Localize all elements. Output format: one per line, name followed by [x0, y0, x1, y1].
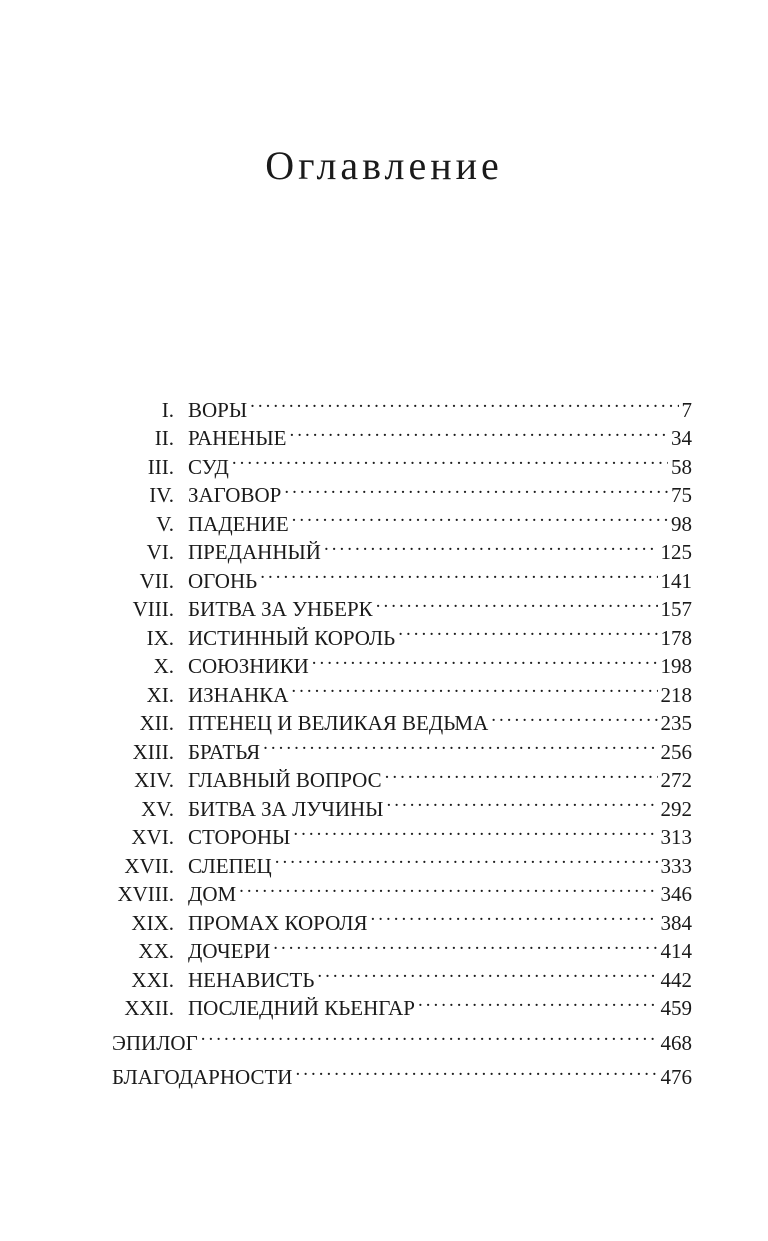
- dot-leader: [291, 673, 657, 702]
- page-number: 476: [660, 1065, 692, 1089]
- dot-leader: [292, 502, 668, 531]
- page-number: 292: [660, 796, 692, 821]
- page-number: 218: [660, 682, 692, 707]
- page-number: 346: [660, 882, 692, 906]
- chapter-title: СЛЕПЕЦ: [188, 853, 272, 878]
- dot-leader: [324, 531, 658, 560]
- chapter-number: XV.: [141, 796, 174, 821]
- dot-leader: [273, 930, 657, 959]
- page-number: 34: [671, 426, 692, 450]
- page-number: 125: [660, 540, 692, 564]
- dot-leader: [295, 1056, 657, 1085]
- dot-leader: [491, 702, 657, 731]
- chapter-title: ГЛАВНЫЙ ВОПРОС: [188, 768, 382, 792]
- chapter-title: БИТВА ЗА ЛУЧИНЫ: [188, 796, 384, 821]
- page-number: 157: [660, 597, 692, 621]
- toc-entry-unnumbered[interactable]: [112, 1021, 692, 1055]
- page-number: 414: [660, 939, 692, 963]
- dot-leader: [385, 759, 658, 788]
- section-title: ЭПИЛОГ: [112, 1030, 198, 1055]
- page-number: 178: [660, 625, 692, 650]
- chapter-title: ИЗНАНКА: [188, 682, 289, 707]
- section-title: БЛАГОДАРНОСТИ: [112, 1065, 293, 1089]
- chapter-title: ПРОМАХ КОРОЛЯ: [188, 910, 368, 935]
- chapter-number: VIII.: [132, 597, 174, 621]
- toc-entry[interactable]: [112, 388, 692, 422]
- dot-leader: [289, 417, 668, 446]
- chapter-title: ПОСЛЕДНИЙ КЬЕНГАР: [188, 996, 415, 1020]
- page-title: Оглавление: [265, 143, 503, 188]
- dot-leader: [263, 730, 657, 759]
- page-number: 333: [660, 853, 692, 878]
- chapter-title: НЕНАВИСТЬ: [188, 967, 315, 992]
- chapter-number: VI.: [146, 540, 174, 564]
- chapter-title: БИТВА ЗА УНБЕРК: [188, 597, 373, 621]
- chapter-title: ПТЕНЕЦ И ВЕЛИКАЯ ВЕДЬМА: [188, 711, 489, 735]
- chapter-number: X.: [153, 654, 174, 678]
- dot-leader: [284, 474, 668, 503]
- page-number: 235: [660, 711, 692, 735]
- dot-leader: [293, 816, 657, 845]
- chapter-title: СТОРОНЫ: [188, 825, 291, 849]
- chapter-number: I.: [161, 397, 174, 422]
- chapter-title: СОЮЗНИКИ: [188, 654, 309, 678]
- page-number: 7: [681, 397, 692, 422]
- page-number: 384: [660, 910, 692, 935]
- page-number: 75: [671, 483, 692, 507]
- chapter-title: ВОРЫ: [188, 397, 248, 422]
- dot-leader: [201, 1021, 658, 1050]
- chapter-number: XI.: [146, 682, 174, 707]
- chapter-number: XIX.: [131, 910, 174, 935]
- chapter-title: ИСТИННЫЙ КОРОЛЬ: [188, 625, 396, 650]
- dot-leader: [239, 873, 657, 902]
- dot-leader: [250, 388, 678, 417]
- chapter-number: XIV.: [134, 768, 174, 792]
- dot-leader: [275, 844, 658, 873]
- chapter-number: V.: [156, 511, 174, 536]
- chapter-title: ДОЧЕРИ: [188, 939, 271, 963]
- chapter-title: БРАТЬЯ: [188, 739, 261, 764]
- page-number: 256: [660, 739, 692, 764]
- table-of-contents: [112, 388, 692, 1089]
- chapter-number: VII.: [139, 568, 174, 593]
- dot-leader: [317, 958, 657, 987]
- page-number: 313: [660, 825, 692, 849]
- page-number: 459: [660, 996, 692, 1020]
- chapter-number: XX.: [138, 939, 174, 963]
- dot-leader: [376, 588, 658, 617]
- chapter-number: XVI.: [131, 825, 174, 849]
- chapter-title: ОГОНЬ: [188, 568, 258, 593]
- chapter-number: IX.: [146, 625, 174, 650]
- dot-leader: [398, 616, 657, 645]
- chapter-number: XIII.: [132, 739, 174, 764]
- chapter-title: ПРЕДАННЫЙ: [188, 540, 321, 564]
- chapter-title: РАНЕНЫЕ: [188, 426, 287, 450]
- chapter-title: СУД: [188, 454, 229, 479]
- chapter-number: XVII.: [124, 853, 174, 878]
- chapter-number: IV.: [149, 483, 174, 507]
- dot-leader: [418, 987, 658, 1016]
- chapter-number: XII.: [139, 711, 174, 735]
- page-number: 58: [671, 454, 692, 479]
- dot-leader: [312, 645, 658, 674]
- dot-leader: [260, 559, 657, 588]
- toc-entry-unnumbered[interactable]: [112, 1056, 692, 1089]
- chapter-number: XXII.: [124, 996, 174, 1020]
- page-number: 272: [660, 768, 692, 792]
- chapter-number: XXI.: [131, 967, 174, 992]
- page-number: 141: [660, 568, 692, 593]
- chapter-title: ДОМ: [188, 882, 237, 906]
- page-number: 98: [671, 511, 692, 536]
- page-number: 468: [660, 1030, 692, 1055]
- chapter-title: ПАДЕНИЕ: [188, 511, 289, 536]
- chapter-number: III.: [147, 454, 174, 479]
- dot-leader: [232, 445, 668, 474]
- chapter-number: II.: [154, 426, 174, 450]
- dot-leader: [387, 787, 658, 816]
- page-number: 442: [660, 967, 692, 992]
- dot-leader: [370, 901, 657, 930]
- chapter-title: ЗАГОВОР: [188, 483, 282, 507]
- page-number: 198: [660, 654, 692, 678]
- chapter-number: XVIII.: [117, 882, 174, 906]
